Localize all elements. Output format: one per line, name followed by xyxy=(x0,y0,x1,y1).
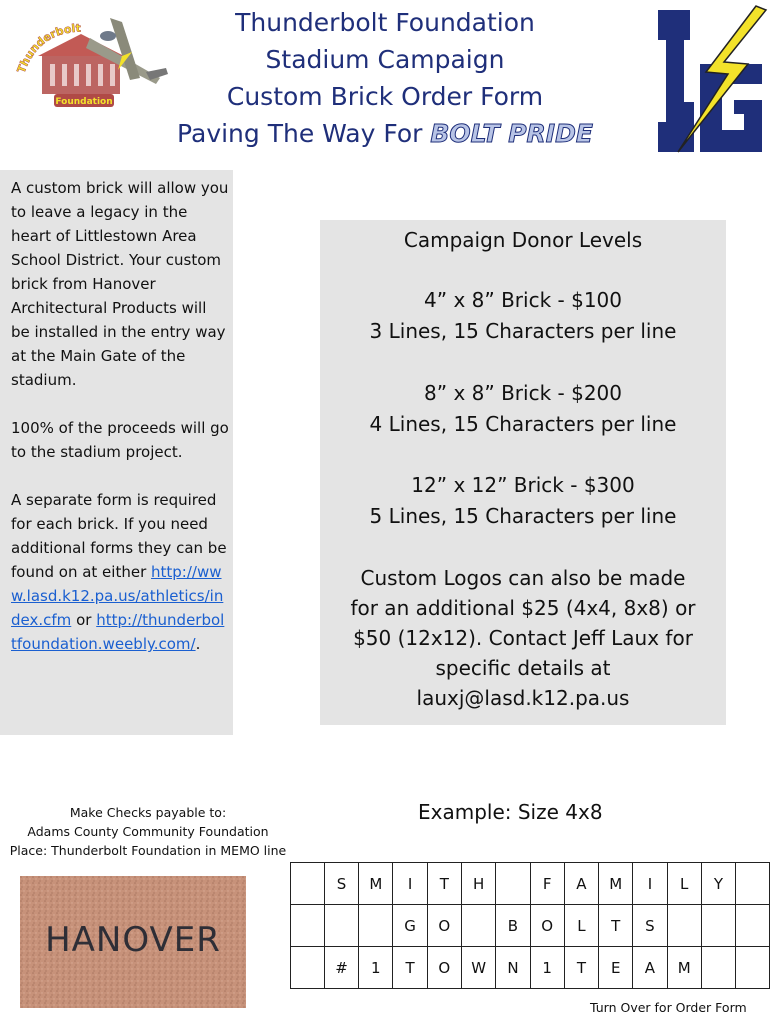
intro-paragraph-proceeds: 100% of the proceeds will go to the stadium project. xyxy=(11,419,229,461)
donor-levels-heading: Campaign Donor Levels xyxy=(403,228,643,252)
foundation-link[interactable]: http://thunderboltfoundation.weebly.com/ xyxy=(11,611,225,653)
thunderbolt-foundation-logo xyxy=(10,8,170,110)
grid-cell xyxy=(736,905,770,947)
grid-cell: M xyxy=(359,863,393,905)
grid-cell: N xyxy=(496,947,530,989)
grid-cell xyxy=(701,947,735,989)
forms-text: A separate form is required for each brick. If you need additional forms they can be found on at either xyxy=(11,491,227,581)
intro-paragraph-forms xyxy=(11,488,229,656)
grid-cell: O xyxy=(427,947,461,989)
grid-cell xyxy=(324,905,358,947)
grid-cell: M xyxy=(667,947,701,989)
level-2-size: 8” x 8” Brick - $200 xyxy=(424,381,622,405)
checks-line-3: Place: Thunderbolt Foundation in MEMO line xyxy=(9,843,287,858)
title-line-2: Stadium Campaign xyxy=(265,45,505,74)
grid-cell: Y xyxy=(701,863,735,905)
logo-note-line-2: for an additional $25 (4x4, 8x8) or xyxy=(350,596,696,620)
title-tagline xyxy=(150,115,620,152)
level-2-lines: 4 Lines, 15 Characters per line xyxy=(369,412,677,436)
level-1-lines: 3 Lines, 15 Characters per line xyxy=(369,319,677,343)
grid-cell xyxy=(667,905,701,947)
grid-cell: O xyxy=(427,905,461,947)
hanover-brick-image xyxy=(20,876,246,1008)
example-brick-grid xyxy=(290,862,770,989)
grid-cell xyxy=(496,863,530,905)
grid-cell: O xyxy=(530,905,564,947)
turn-over-note: Turn Over for Order Form xyxy=(590,1000,747,1015)
grid-cell: A xyxy=(564,863,598,905)
grid-cell: F xyxy=(530,863,564,905)
example-title: Example: Size 4x8 xyxy=(418,800,603,824)
grid-cell xyxy=(291,947,325,989)
svg-text:Thunderbolt: Thunderbolt xyxy=(14,21,82,75)
logo-note-line-1: Custom Logos can also be made xyxy=(360,566,686,590)
grid-cell: 1 xyxy=(530,947,564,989)
grid-cell: L xyxy=(564,905,598,947)
grid-cell: L xyxy=(667,863,701,905)
svg-text:HANOVER: HANOVER xyxy=(45,920,221,960)
grid-cell: T xyxy=(427,863,461,905)
intro-text xyxy=(11,176,229,680)
page-title xyxy=(150,4,620,152)
grid-cell xyxy=(461,905,495,947)
contact-email: lauxj@lasd.k12.pa.us xyxy=(416,686,630,710)
logo-note-line-4: specific details at xyxy=(435,656,611,680)
donor-levels-box xyxy=(320,220,726,725)
checks-line-2: Adams County Community Foundation xyxy=(27,824,269,839)
grid-cell: I xyxy=(393,863,427,905)
check-payment-info xyxy=(0,803,296,860)
grid-row xyxy=(291,905,770,947)
tagline-prefix: Paving The Way For xyxy=(177,119,423,148)
grid-cell: T xyxy=(564,947,598,989)
period-text: . xyxy=(195,635,201,653)
grid-cell: G xyxy=(393,905,427,947)
grid-cell: M xyxy=(599,863,633,905)
level-3-size: 12” x 12” Brick - $300 xyxy=(411,473,635,497)
grid-row xyxy=(291,947,770,989)
checks-line-1: Make Checks payable to: xyxy=(69,805,227,820)
grid-cell: H xyxy=(461,863,495,905)
grid-cell xyxy=(359,905,393,947)
grid-cell: W xyxy=(461,947,495,989)
grid-cell: S xyxy=(324,863,358,905)
level-3-lines: 5 Lines, 15 Characters per line xyxy=(369,504,677,528)
grid-cell xyxy=(736,947,770,989)
title-line-1: Thunderbolt Foundation xyxy=(235,8,535,37)
intro-paragraph-legacy: A custom brick will allow you to leave a legacy in the heart of Littlestown Area School District. Your custom brick from Hanover Architectural Products will be installed in the entry way at the Main Gate of the stadium. xyxy=(11,179,229,389)
lg-lightning-logo-icon xyxy=(648,2,770,162)
grid-cell: T xyxy=(393,947,427,989)
grid-cell: E xyxy=(599,947,633,989)
grid-cell: I xyxy=(633,863,667,905)
level-1-size: 4” x 8” Brick - $100 xyxy=(424,288,622,312)
or-text: or xyxy=(76,611,92,629)
grid-cell: S xyxy=(633,905,667,947)
grid-row xyxy=(291,863,770,905)
tagline-emphasis: BOLT PRIDE xyxy=(430,119,593,148)
svg-text:Foundation: Foundation xyxy=(55,97,113,107)
grid-cell: 1 xyxy=(359,947,393,989)
title-line-3: Custom Brick Order Form xyxy=(226,82,544,111)
grid-cell: # xyxy=(324,947,358,989)
grid-cell: A xyxy=(633,947,667,989)
grid-cell xyxy=(701,905,735,947)
grid-cell: B xyxy=(496,905,530,947)
grid-cell xyxy=(736,863,770,905)
grid-cell xyxy=(291,905,325,947)
logo-note-line-3: $50 (12x12). Contact Jeff Laux for xyxy=(353,626,693,650)
athletics-link[interactable]: http://www.lasd.k12.pa.us/athletics/index.cfm xyxy=(11,563,224,629)
grid-cell: T xyxy=(599,905,633,947)
grid-cell xyxy=(291,863,325,905)
